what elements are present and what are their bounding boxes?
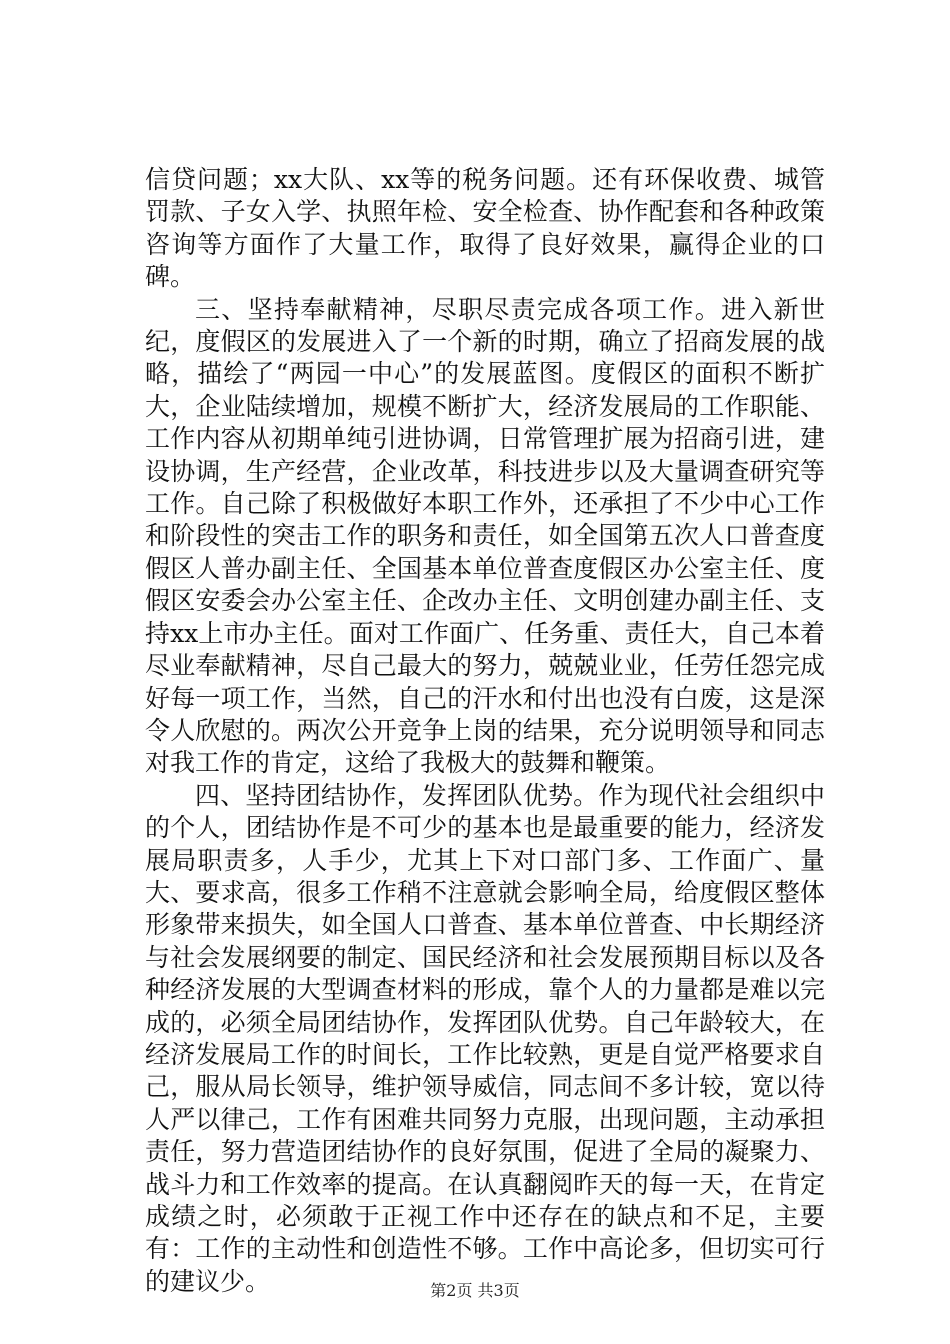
paragraph-1: 信贷问题；xx大队、xx等的税务问题。还有环保收费、城管罚款、子女入学、执照年检、安全检查、协作配套和各种政策咨询等方面作了大量工作，取得了良好效果，赢得企业的口碑。	[145, 165, 825, 292]
paragraph-3: 四、坚持团结协作，发挥团队优势。作为现代社会组织中的个人，团结协作是不可少的基本也是最重要的能力，经济发展局职责多，人手少，尤其上下对口部门多、工作面广、量大、要求高，很多工作稍不注意就会影响全局，给度假区整体形象带来损失，如全国人口普查、基本单位普查、中长期经济与社会发展纲要的制定、国民经济和社会发展预期目标以及各种经济发展的大型调查材料的形成，靠个人的力量都是难以完成的，必须全局团结协作，发挥团队优势。自己年龄较大，在经济发展局工作的时间长，工作比较熟，更是自觉严格要求自己，服从局长领导，维护领导威信，同志间不多计较，宽以待人严以律己，工作有困难共同努力克服，出现问题，主动承担责任，努力营造团结协作的良好氛围，促进了全局的凝聚力、战斗力和工作效率的提高。在认真翻阅昨天的每一天，在肯定成绩之时，必须敢于正视工作中还存在的缺点和不足，主要有：工作的主动性和创造性不够。工作中高论多，但切实可行的建议少。	[145, 780, 825, 1296]
document-body	[145, 164, 825, 1298]
paragraph-2: 三、坚持奉献精神，尽职尽责完成各项工作。进入新世纪，度假区的发展进入了一个新的时期，确立了招商发展的战略，描绘了“两园一中心”的发展蓝图。度假区的面积不断扩大，企业陆续增加，规模不断扩大，经济发展局的工作职能、工作内容从初期单纯引进协调，日常管理扩展为招商引进，建设协调，生产经营，企业改革，科技进步以及大量调查研究等工作。自己除了积极做好本职工作外，还承担了不少中心工作和阶段性的突击工作的职务和责任，如全国第五次人口普查度假区人普办副主任、全国基本单位普查度假区办公室主任、度假区安委会办公室主任、企改办主任、文明创建办副主任、支持xx上市办主任。面对工作面广、任务重、责任大，自己本着尽业奉献精神，尽自己最大的努力，兢兢业业，任劳任怨完成好每一项工作，当然，自己的汗水和付出也没有白废，这是深令人欣慰的。两次公开竞争上岗的结果，充分说明领导和同志对我工作的肯定，这给了我极大的鼓舞和鞭策。	[145, 294, 825, 778]
page-footer: 第2页 共3页	[430, 1281, 520, 1300]
